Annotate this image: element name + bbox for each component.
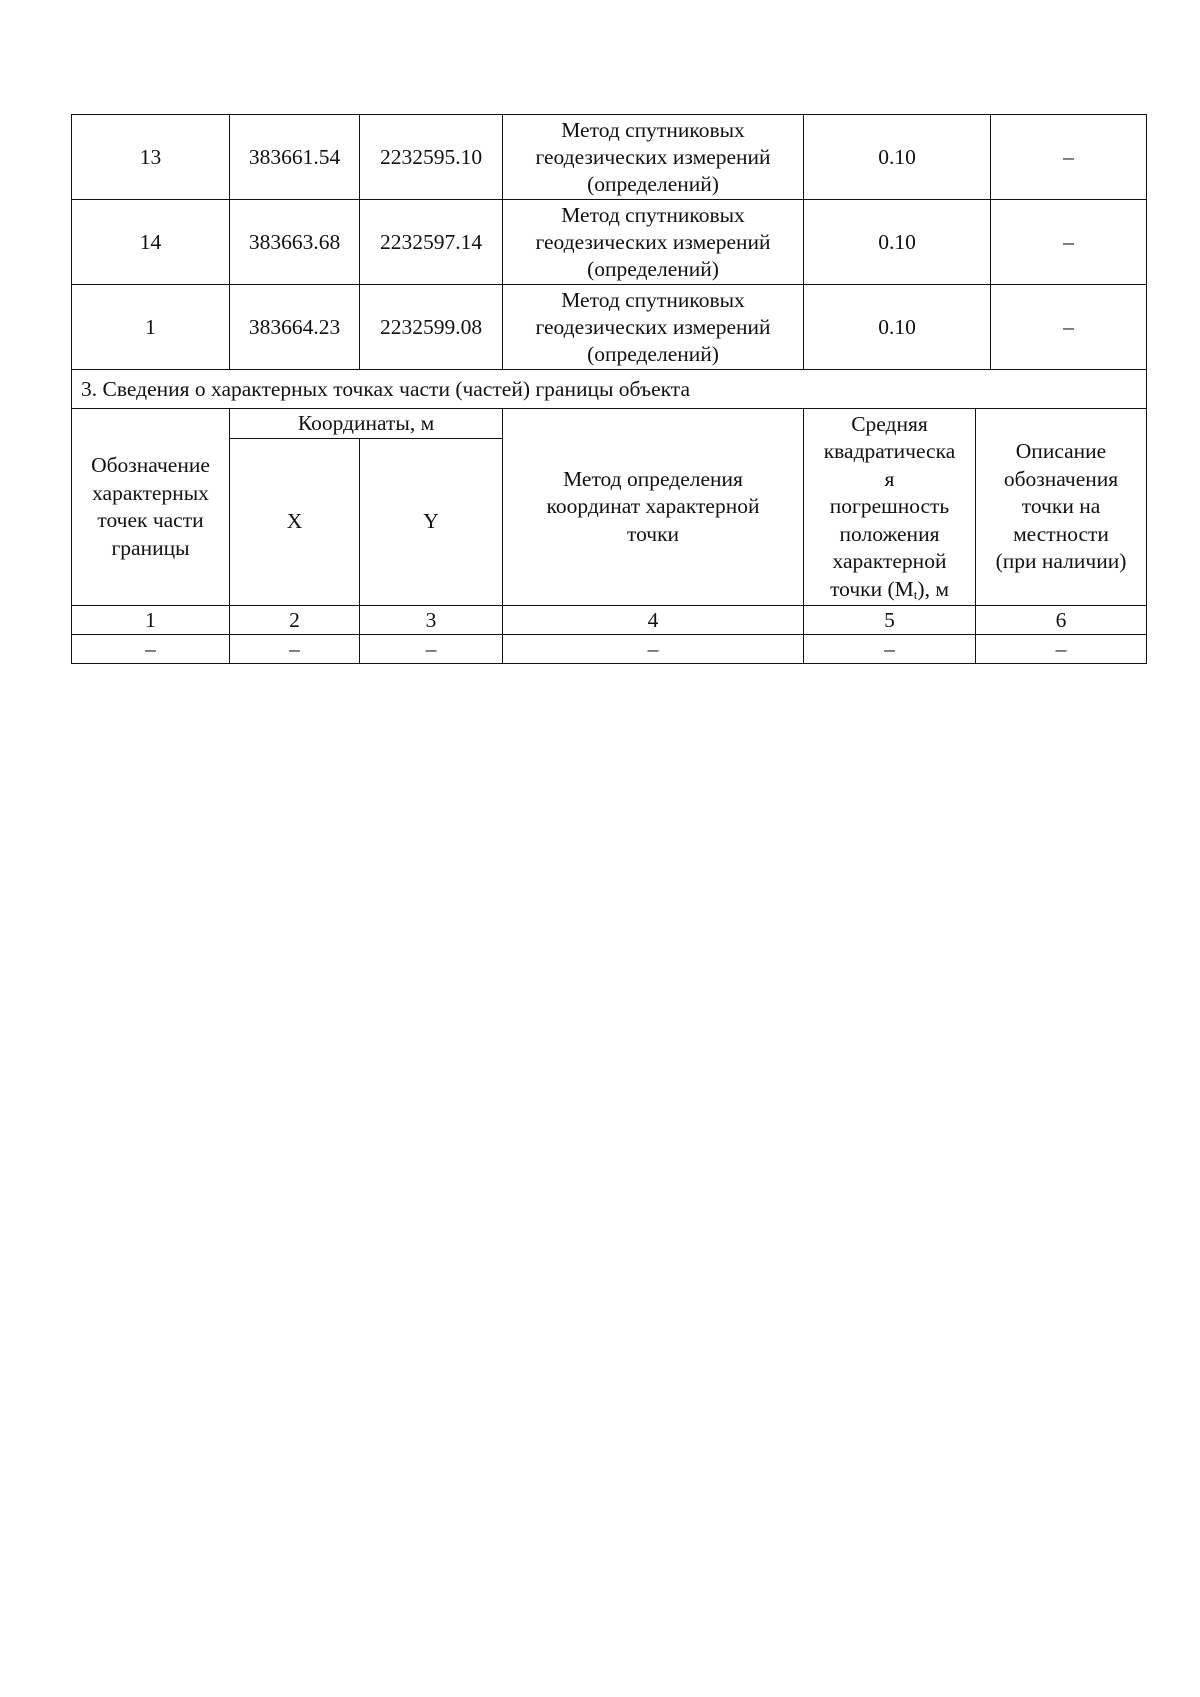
header-line: положения xyxy=(839,521,940,546)
header-line: местности xyxy=(1013,521,1109,546)
designation-header xyxy=(72,409,230,606)
data-cell: – xyxy=(503,635,804,664)
section-title: 3. Сведения о характерных точках части (частей) границы объекта xyxy=(72,370,1147,409)
mt-cell: 0.10 xyxy=(804,115,991,200)
method-line: (определений) xyxy=(587,171,719,196)
header-line: Описание xyxy=(1015,439,1107,464)
x-cell: 383664.23 xyxy=(230,285,360,370)
header-line: Метод определения xyxy=(563,466,743,491)
method-cell xyxy=(503,200,804,285)
description-header xyxy=(976,409,1147,606)
method-cell xyxy=(503,115,804,200)
x-cell: 383663.68 xyxy=(230,200,360,285)
table-row xyxy=(72,115,1147,200)
error-header xyxy=(804,409,976,606)
data-cell: – xyxy=(976,635,1147,664)
table-row xyxy=(72,635,1147,664)
point-cell: 13 xyxy=(72,115,230,200)
method-line: (определений) xyxy=(587,341,719,366)
point-cell: 14 xyxy=(72,200,230,285)
error-label-prefix: точки (M xyxy=(830,576,914,601)
column-number: 6 xyxy=(976,606,1147,635)
header-line: обозначения xyxy=(1003,466,1119,491)
header-line: погрешность xyxy=(829,494,950,519)
method-line: Метод спутниковых xyxy=(561,202,745,227)
method-line: (определений) xyxy=(587,256,719,281)
header-line: точек части xyxy=(97,508,204,532)
data-cell: – xyxy=(230,635,360,664)
mt-cell: 0.10 xyxy=(804,200,991,285)
method-header xyxy=(503,409,804,606)
column-number: 4 xyxy=(503,606,804,635)
method-line: геодезических измерений xyxy=(535,229,771,254)
header-line: (при наличии) xyxy=(995,549,1127,574)
column-number: 1 xyxy=(72,606,230,635)
header-line: границы xyxy=(111,535,190,560)
point-cell: 1 xyxy=(72,285,230,370)
method-line: геодезических измерений xyxy=(535,314,771,339)
header-line: квадратическа xyxy=(823,439,956,464)
column-number: 5 xyxy=(804,606,976,635)
header-line xyxy=(808,576,971,604)
header-line: Средняя xyxy=(851,411,928,436)
table-row xyxy=(72,285,1147,370)
method-line: Метод спутниковых xyxy=(561,117,745,142)
method-cell xyxy=(503,285,804,370)
method-line: Метод спутниковых xyxy=(561,287,745,312)
description-cell: – xyxy=(991,285,1147,370)
part-boundary-points-table xyxy=(71,369,1147,664)
data-cell: – xyxy=(72,635,230,664)
header-line: координат характерной xyxy=(546,494,760,519)
x-header: X xyxy=(230,439,360,606)
header-line: я xyxy=(884,466,895,491)
column-numbers-row xyxy=(72,606,1147,635)
points-table xyxy=(71,114,1147,370)
section-title-row xyxy=(72,370,1147,409)
header-line: характерной xyxy=(832,549,947,574)
table-row xyxy=(72,200,1147,285)
column-number: 3 xyxy=(360,606,503,635)
description-cell: – xyxy=(991,200,1147,285)
header-line: точки на xyxy=(1021,494,1101,519)
error-label-suffix: ), м xyxy=(917,576,949,601)
mt-cell: 0.10 xyxy=(804,285,991,370)
y-cell: 2232599.08 xyxy=(360,285,503,370)
y-cell: 2232595.10 xyxy=(360,115,503,200)
y-cell: 2232597.14 xyxy=(360,200,503,285)
data-cell: – xyxy=(360,635,503,664)
header-line: характерных xyxy=(92,480,209,505)
header-line: Обозначение xyxy=(91,453,210,477)
description-cell: – xyxy=(991,115,1147,200)
x-cell: 383661.54 xyxy=(230,115,360,200)
header-row xyxy=(72,409,1147,439)
coordinates-header: Координаты, м xyxy=(230,409,503,439)
data-cell: – xyxy=(804,635,976,664)
error-label-subscript: t xyxy=(913,586,918,602)
header-line: точки xyxy=(626,521,680,546)
column-number: 2 xyxy=(230,606,360,635)
y-header: Y xyxy=(360,439,503,606)
method-line: геодезических измерений xyxy=(535,144,771,169)
